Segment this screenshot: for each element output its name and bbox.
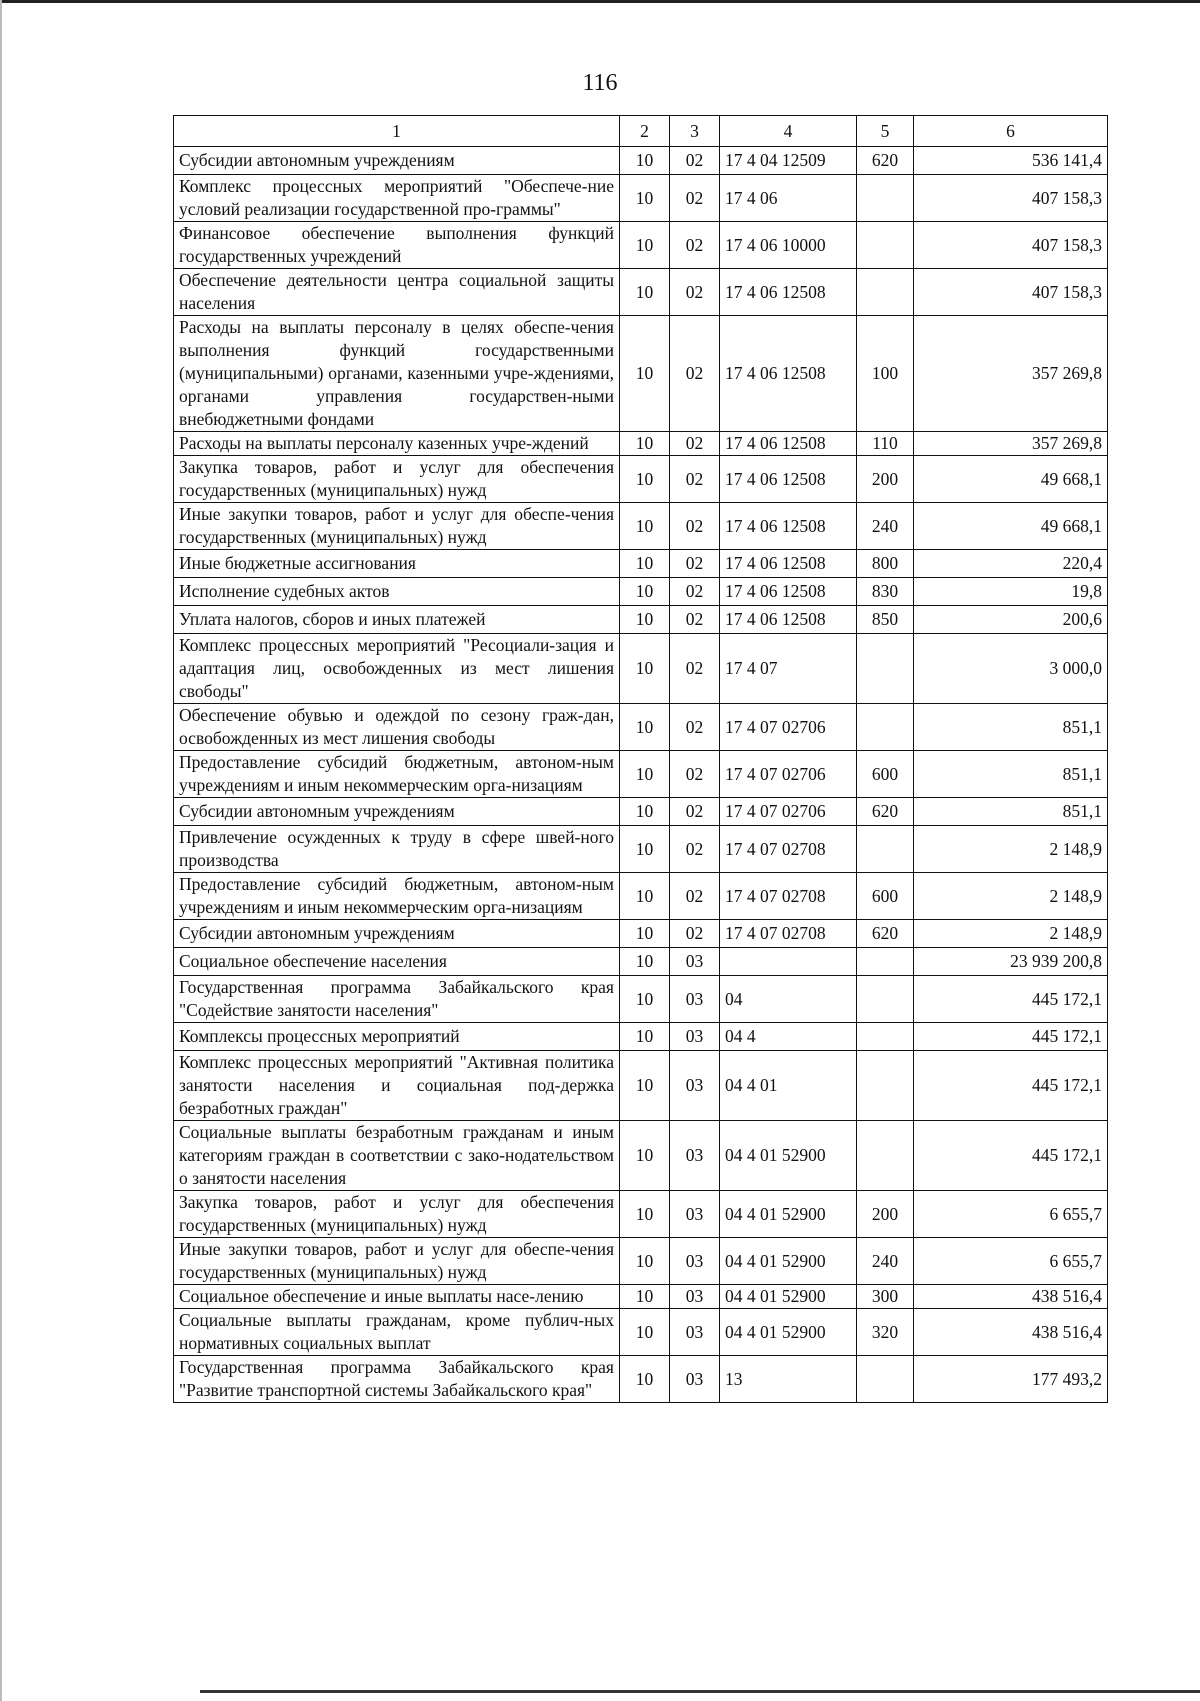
table-body: [174, 147, 1108, 1403]
table-row: [174, 1051, 1108, 1121]
row-target-code: 04: [720, 976, 857, 1023]
row-expense-type: 850: [857, 606, 914, 634]
row-subsection: 03: [670, 948, 720, 976]
table-row: [174, 175, 1108, 222]
row-name: Комплекс процессных мероприятий "Обеспече-ние условий реализации государственной про-граммы": [174, 175, 620, 222]
row-amount: 445 172,1: [914, 976, 1108, 1023]
bottom-edge-line: [200, 1690, 1200, 1693]
table-row: [174, 269, 1108, 316]
row-section: 10: [620, 222, 670, 269]
row-amount: 445 172,1: [914, 1023, 1108, 1051]
row-subsection: 02: [670, 704, 720, 751]
row-expense-type: [857, 976, 914, 1023]
column-header-1: 1: [174, 116, 620, 147]
table-row: [174, 1309, 1108, 1356]
row-expense-type: 620: [857, 798, 914, 826]
row-name: Комплексы процессных мероприятий: [174, 1023, 620, 1051]
row-expense-type: 620: [857, 147, 914, 175]
row-target-code: 17 4 06 12508: [720, 269, 857, 316]
left-edge-line: [0, 0, 2, 1701]
row-target-code: 17 4 06 12508: [720, 456, 857, 503]
row-target-code: 04 4 01 52900: [720, 1309, 857, 1356]
row-amount: 407 158,3: [914, 175, 1108, 222]
row-target-code: 17 4 04 12509: [720, 147, 857, 175]
row-target-code: 17 4 07 02708: [720, 826, 857, 873]
table-row: [174, 606, 1108, 634]
row-subsection: 02: [670, 175, 720, 222]
column-header-5: 5: [857, 116, 914, 147]
row-expense-type: [857, 269, 914, 316]
row-target-code: 17 4 06 12508: [720, 503, 857, 550]
row-section: 10: [620, 948, 670, 976]
row-target-code: 04 4 01: [720, 1051, 857, 1121]
row-section: 10: [620, 606, 670, 634]
row-subsection: 02: [670, 578, 720, 606]
row-amount: 438 516,4: [914, 1309, 1108, 1356]
table-header: [174, 116, 1108, 147]
row-subsection: 02: [670, 606, 720, 634]
row-target-code: 17 4 07 02706: [720, 798, 857, 826]
table-row: [174, 432, 1108, 456]
row-target-code: 04 4: [720, 1023, 857, 1051]
row-expense-type: 240: [857, 1238, 914, 1285]
row-name: Иные закупки товаров, работ и услуг для обеспе-чения государственных (муниципальных) нужд: [174, 1238, 620, 1285]
table-row: [174, 1356, 1108, 1403]
row-subsection: 02: [670, 432, 720, 456]
row-subsection: 02: [670, 147, 720, 175]
row-name: Исполнение судебных актов: [174, 578, 620, 606]
row-expense-type: 110: [857, 432, 914, 456]
row-expense-type: [857, 826, 914, 873]
row-amount: 851,1: [914, 798, 1108, 826]
row-section: 10: [620, 1356, 670, 1403]
row-subsection: 02: [670, 316, 720, 432]
row-name: Обеспечение обувью и одеждой по сезону граж-дан, освобожденных из мест лишения свободы: [174, 704, 620, 751]
table-row: [174, 1121, 1108, 1191]
header-row: [174, 116, 1108, 147]
row-amount: 2 148,9: [914, 873, 1108, 920]
row-target-code: 13: [720, 1356, 857, 1403]
row-amount: 49 668,1: [914, 503, 1108, 550]
row-name: Закупка товаров, работ и услуг для обеспечения государственных (муниципальных) нужд: [174, 1191, 620, 1238]
row-name: Расходы на выплаты персоналу казенных учре-ждений: [174, 432, 620, 456]
row-amount: 357 269,8: [914, 432, 1108, 456]
row-amount: 2 148,9: [914, 920, 1108, 948]
row-target-code: 04 4 01 52900: [720, 1285, 857, 1309]
row-name: Социальное обеспечение населения: [174, 948, 620, 976]
row-section: 10: [620, 432, 670, 456]
row-subsection: 03: [670, 1191, 720, 1238]
row-expense-type: 240: [857, 503, 914, 550]
table-row: [174, 1238, 1108, 1285]
table-row: [174, 751, 1108, 798]
row-section: 10: [620, 269, 670, 316]
row-section: 10: [620, 578, 670, 606]
row-subsection: 03: [670, 976, 720, 1023]
row-target-code: 17 4 07: [720, 634, 857, 704]
row-expense-type: [857, 704, 914, 751]
row-subsection: 03: [670, 1051, 720, 1121]
row-amount: 438 516,4: [914, 1285, 1108, 1309]
row-name: Иные бюджетные ассигнования: [174, 550, 620, 578]
row-name: Социальные выплаты безработным гражданам и иным категориям граждан в соответствии с зако-нодательством о занятости населения: [174, 1121, 620, 1191]
row-target-code: 17 4 07 02708: [720, 920, 857, 948]
row-target-code: 17 4 07 02706: [720, 704, 857, 751]
row-expense-type: [857, 222, 914, 269]
row-name: Субсидии автономным учреждениям: [174, 798, 620, 826]
row-name: Субсидии автономным учреждениям: [174, 147, 620, 175]
row-amount: 220,4: [914, 550, 1108, 578]
row-name: Комплекс процессных мероприятий "Активная политика занятости населения и социальная под-держка безработных граждан": [174, 1051, 620, 1121]
row-section: 10: [620, 147, 670, 175]
row-section: 10: [620, 1023, 670, 1051]
row-target-code: 17 4 06 12508: [720, 432, 857, 456]
row-subsection: 02: [670, 503, 720, 550]
row-subsection: 03: [670, 1238, 720, 1285]
row-expense-type: 200: [857, 456, 914, 503]
row-section: 10: [620, 1051, 670, 1121]
row-name: Закупка товаров, работ и услуг для обеспечения государственных (муниципальных) нужд: [174, 456, 620, 503]
row-expense-type: 830: [857, 578, 914, 606]
table-row: [174, 976, 1108, 1023]
row-expense-type: [857, 1121, 914, 1191]
row-section: 10: [620, 316, 670, 432]
row-section: 10: [620, 1309, 670, 1356]
table-row: [174, 578, 1108, 606]
table-row: [174, 704, 1108, 751]
row-target-code: 17 4 06 12508: [720, 578, 857, 606]
table-row: [174, 920, 1108, 948]
row-section: 10: [620, 550, 670, 578]
row-amount: 19,8: [914, 578, 1108, 606]
table-row: [174, 873, 1108, 920]
table-row: [174, 550, 1108, 578]
table-row: [174, 826, 1108, 873]
row-name: Финансовое обеспечение выполнения функций государственных учреждений: [174, 222, 620, 269]
row-name: Государственная программа Забайкальского края "Содействие занятости населения": [174, 976, 620, 1023]
row-name: Комплекс процессных мероприятий "Ресоциали-зация и адаптация лиц, освобожденных из мест лишения свободы": [174, 634, 620, 704]
row-target-code: 17 4 06 12508: [720, 316, 857, 432]
table-row: [174, 948, 1108, 976]
row-expense-type: [857, 1051, 914, 1121]
row-expense-type: 100: [857, 316, 914, 432]
row-section: 10: [620, 704, 670, 751]
row-amount: 407 158,3: [914, 269, 1108, 316]
row-subsection: 03: [670, 1309, 720, 1356]
row-target-code: 17 4 06 12508: [720, 550, 857, 578]
row-subsection: 02: [670, 873, 720, 920]
row-target-code: 04 4 01 52900: [720, 1191, 857, 1238]
row-expense-type: [857, 1023, 914, 1051]
row-target-code: 17 4 07 02706: [720, 751, 857, 798]
row-expense-type: 600: [857, 751, 914, 798]
table-row: [174, 222, 1108, 269]
row-subsection: 03: [670, 1356, 720, 1403]
row-target-code: 17 4 06 12508: [720, 606, 857, 634]
table-row: [174, 1023, 1108, 1051]
row-amount: 851,1: [914, 704, 1108, 751]
row-amount: 6 655,7: [914, 1238, 1108, 1285]
row-subsection: 03: [670, 1121, 720, 1191]
row-name: Субсидии автономным учреждениям: [174, 920, 620, 948]
row-section: 10: [620, 456, 670, 503]
row-amount: 357 269,8: [914, 316, 1108, 432]
column-header-2: 2: [620, 116, 670, 147]
row-subsection: 02: [670, 269, 720, 316]
column-header-6: 6: [914, 116, 1108, 147]
row-expense-type: 600: [857, 873, 914, 920]
row-subsection: 02: [670, 751, 720, 798]
row-section: 10: [620, 1121, 670, 1191]
row-section: 10: [620, 175, 670, 222]
row-amount: 536 141,4: [914, 147, 1108, 175]
row-name: Социальные выплаты гражданам, кроме публич-ных нормативных социальных выплат: [174, 1309, 620, 1356]
row-amount: 2 148,9: [914, 826, 1108, 873]
column-header-3: 3: [670, 116, 720, 147]
row-target-code: 17 4 06 10000: [720, 222, 857, 269]
row-name: Уплата налогов, сборов и иных платежей: [174, 606, 620, 634]
row-section: 10: [620, 1191, 670, 1238]
row-expense-type: 800: [857, 550, 914, 578]
table-row: [174, 316, 1108, 432]
row-amount: 851,1: [914, 751, 1108, 798]
row-subsection: 02: [670, 222, 720, 269]
row-section: 10: [620, 634, 670, 704]
row-expense-type: [857, 948, 914, 976]
row-expense-type: 300: [857, 1285, 914, 1309]
row-section: 10: [620, 826, 670, 873]
row-section: 10: [620, 873, 670, 920]
row-amount: 49 668,1: [914, 456, 1108, 503]
table-row: [174, 503, 1108, 550]
row-subsection: 03: [670, 1285, 720, 1309]
row-section: 10: [620, 503, 670, 550]
row-amount: 445 172,1: [914, 1121, 1108, 1191]
row-subsection: 03: [670, 1023, 720, 1051]
row-name: Обеспечение деятельности центра социальной защиты населения: [174, 269, 620, 316]
row-expense-type: 320: [857, 1309, 914, 1356]
row-subsection: 02: [670, 920, 720, 948]
page-number: 116: [582, 70, 618, 96]
table-row: [174, 798, 1108, 826]
row-expense-type: [857, 175, 914, 222]
row-amount: 177 493,2: [914, 1356, 1108, 1403]
row-section: 10: [620, 1285, 670, 1309]
row-name: Привлечение осужденных к труду в сфере швей-ного производства: [174, 826, 620, 873]
row-name: Расходы на выплаты персоналу в целях обеспе-чения выполнения функций государственными (муниципальными) органами, казенными учре-ждениями, органами управления государствен-ными внебюджетными фондами: [174, 316, 620, 432]
row-subsection: 02: [670, 456, 720, 503]
table-row: [174, 147, 1108, 175]
row-amount: 23 939 200,8: [914, 948, 1108, 976]
row-expense-type: [857, 1356, 914, 1403]
row-target-code: 17 4 06: [720, 175, 857, 222]
row-name: Предоставление субсидий бюджетным, автоном-ным учреждениям и иным некоммерческим орга-низациям: [174, 751, 620, 798]
row-amount: 6 655,7: [914, 1191, 1108, 1238]
row-expense-type: 200: [857, 1191, 914, 1238]
row-name: Предоставление субсидий бюджетным, автоном-ным учреждениям и иным некоммерческим орга-низациям: [174, 873, 620, 920]
row-expense-type: 620: [857, 920, 914, 948]
row-section: 10: [620, 920, 670, 948]
table-row: [174, 1191, 1108, 1238]
row-amount: 200,6: [914, 606, 1108, 634]
row-amount: 3 000,0: [914, 634, 1108, 704]
table-row: [174, 1285, 1108, 1309]
top-edge-line: [0, 0, 1200, 3]
row-subsection: 02: [670, 798, 720, 826]
budget-table: [173, 115, 1108, 1403]
row-target-code: 04 4 01 52900: [720, 1238, 857, 1285]
row-name: Социальное обеспечение и иные выплаты насе-лению: [174, 1285, 620, 1309]
row-subsection: 02: [670, 550, 720, 578]
row-expense-type: [857, 634, 914, 704]
row-section: 10: [620, 976, 670, 1023]
row-subsection: 02: [670, 634, 720, 704]
row-section: 10: [620, 798, 670, 826]
row-section: 10: [620, 1238, 670, 1285]
table-row: [174, 456, 1108, 503]
row-amount: 445 172,1: [914, 1051, 1108, 1121]
row-target-code: 04 4 01 52900: [720, 1121, 857, 1191]
row-amount: 407 158,3: [914, 222, 1108, 269]
row-target-code: [720, 948, 857, 976]
row-name: Государственная программа Забайкальского края "Развитие транспортной системы Забайкальского края": [174, 1356, 620, 1403]
table-row: [174, 634, 1108, 704]
column-header-4: 4: [720, 116, 857, 147]
row-subsection: 02: [670, 826, 720, 873]
row-name: Иные закупки товаров, работ и услуг для обеспе-чения государственных (муниципальных) нужд: [174, 503, 620, 550]
row-target-code: 17 4 07 02708: [720, 873, 857, 920]
row-section: 10: [620, 751, 670, 798]
